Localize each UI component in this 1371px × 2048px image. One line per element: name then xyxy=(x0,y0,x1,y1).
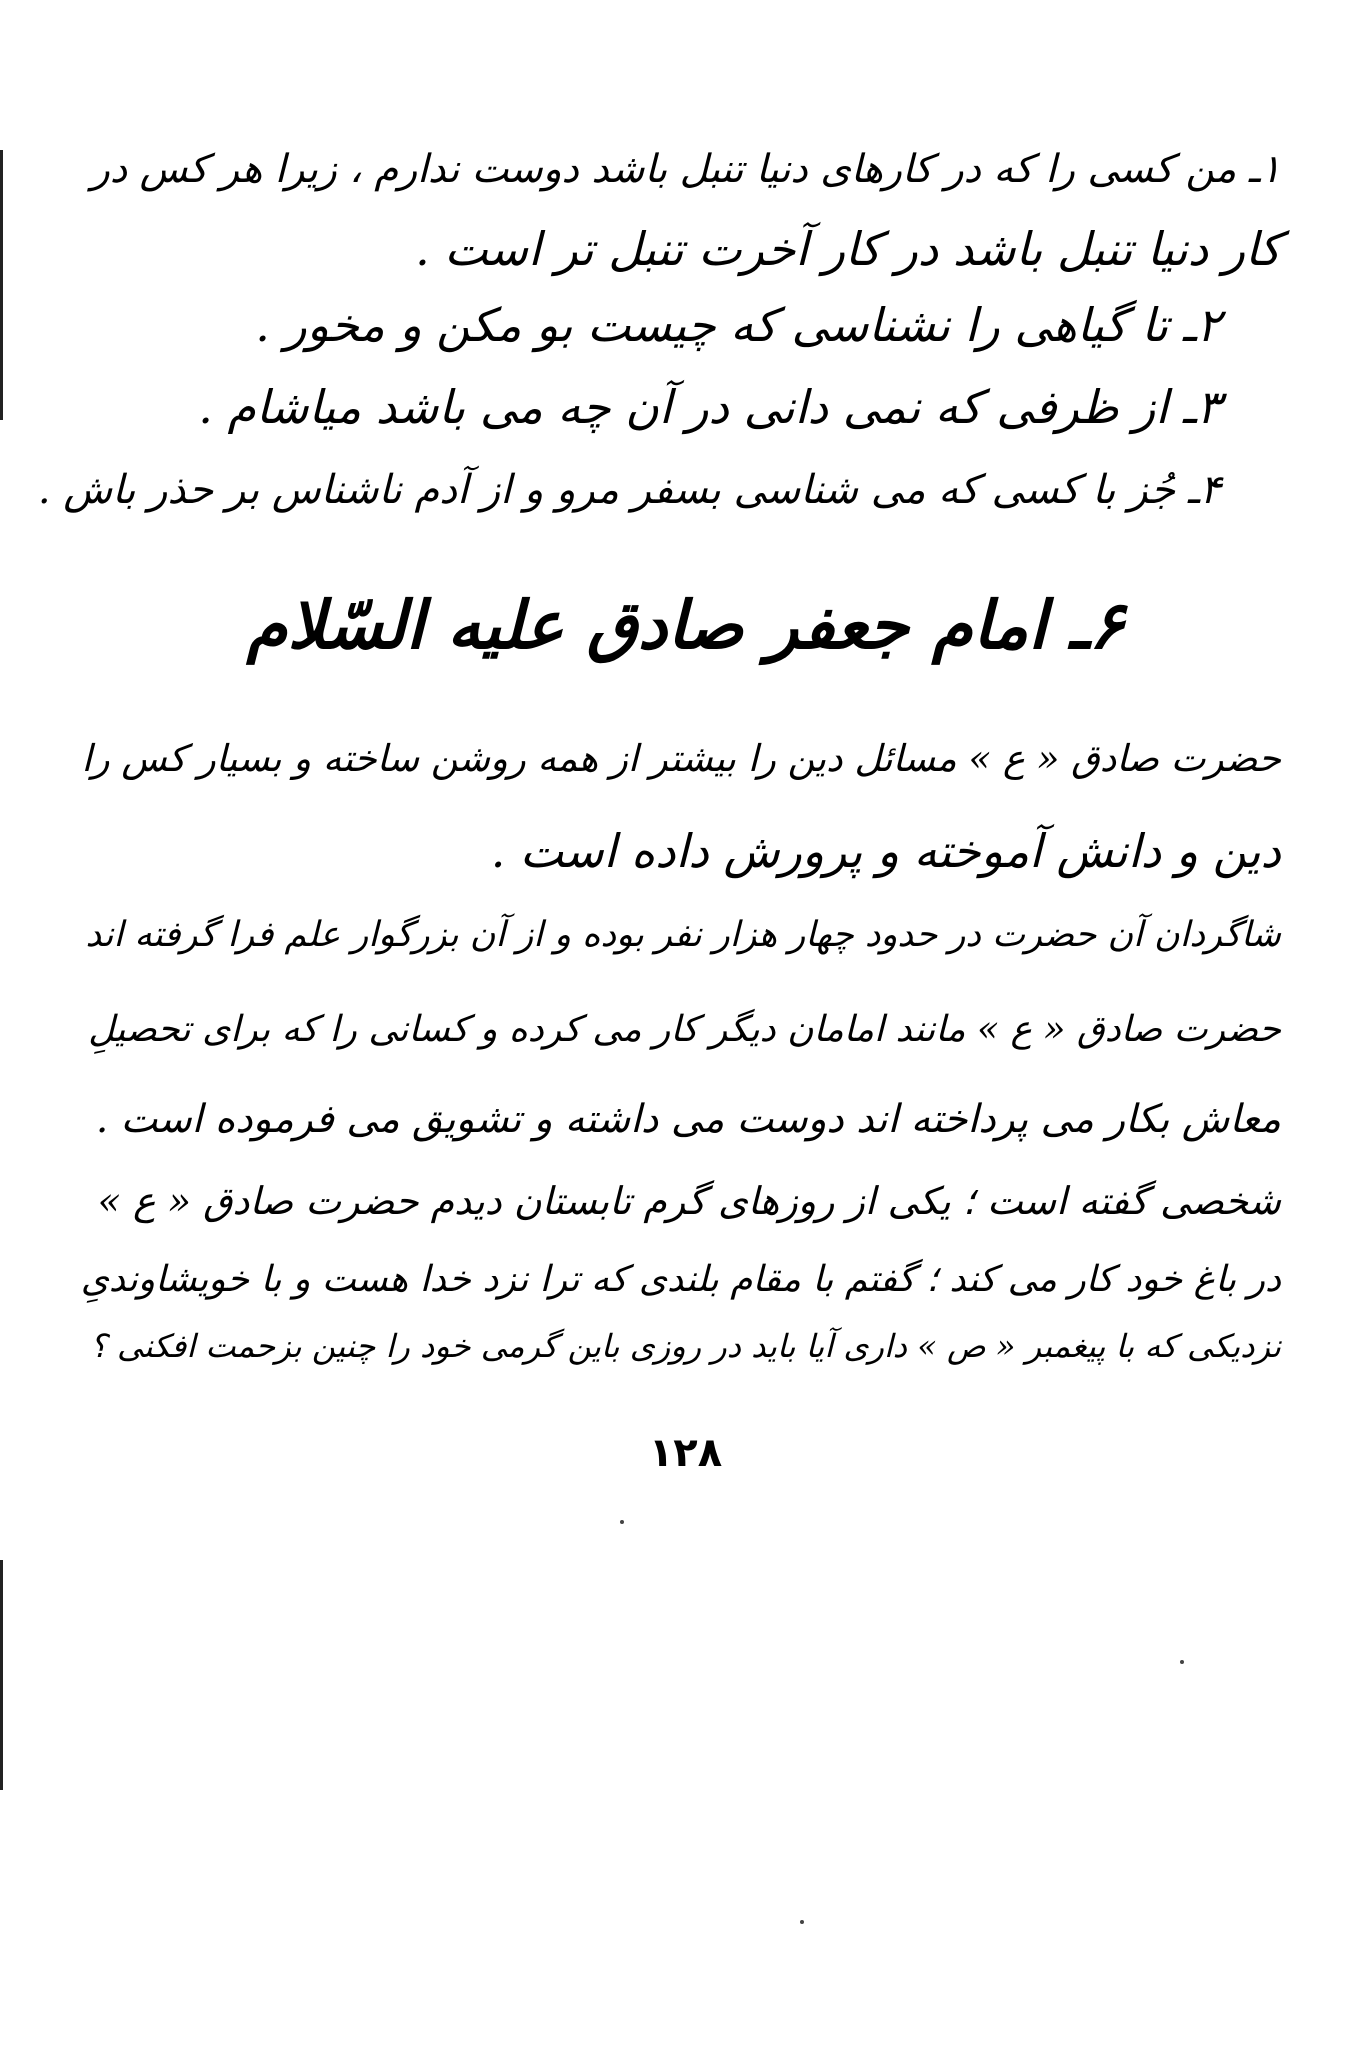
text-line: شخصی گفته است ؛ یکی از روزهای گرم تابستان دیدم حضرت صادق « ع » xyxy=(97,1179,1281,1223)
text-line: ۱ـ من کسی را که در کارهای دنیا تنبل باشد دوست ندارم ، زیرا هر کس در xyxy=(91,147,1281,192)
text-line: حضرت صادق « ع » مانند امامان دیگر کار می کرده و کسانی را که برای تحصیلِ xyxy=(88,1009,1281,1050)
text-line: نزدیکی که با پیغمبر « ص » داری آیا باید در روزی باین گرمی خود را چنین بزحمت افکنی ؟ xyxy=(89,1327,1281,1365)
scan-speck xyxy=(800,1920,804,1924)
text-line: در باغ خود کار می کند ؛ گفتم با مقام بلندی که ترا نزد خدا هست و با خویشاوندیِ xyxy=(80,1259,1281,1300)
text-line: دین و دانش آموخته و پرورش داده است . xyxy=(490,824,1281,878)
text-line: معاش بکار می پرداخته اند دوست می داشته و تشویق می فرموده است . xyxy=(95,1097,1281,1142)
scan-speck xyxy=(1180,1660,1184,1664)
text-line: ۳ـ از ظرفی که نمی دانی در آن چه می باشد میاشام . xyxy=(198,380,1221,434)
page-number: ۱۲۸ xyxy=(648,1430,723,1476)
scan-speck xyxy=(620,1520,624,1524)
text-line: ۴ـ جُز با کسی که می شناسی بسفر مرو و از آدم ناشناس بر حذر باش . xyxy=(37,467,1221,513)
text-line: ۲ـ تا گیاهی را نشناسی که چیست بو مکن و مخور . xyxy=(255,298,1221,352)
section-heading: ۶ـ امام جعفر صادق علیه السّلام xyxy=(246,586,1125,664)
text-line: حضرت صادق « ع » مسائل دین را بیشتر از همه روشن ساخته و بسیار کس را xyxy=(81,737,1281,780)
text-line: شاگردان آن حضرت در حدود چهار هزار نفر بوده و از آن بزرگوار علم فرا گرفته اند xyxy=(85,915,1281,955)
text-line: کار دنیا تنبل باشد در کار آخرت تنبل تر است . xyxy=(415,222,1281,276)
page-edge-mark xyxy=(0,1560,3,1790)
page-edge-mark xyxy=(0,150,3,420)
